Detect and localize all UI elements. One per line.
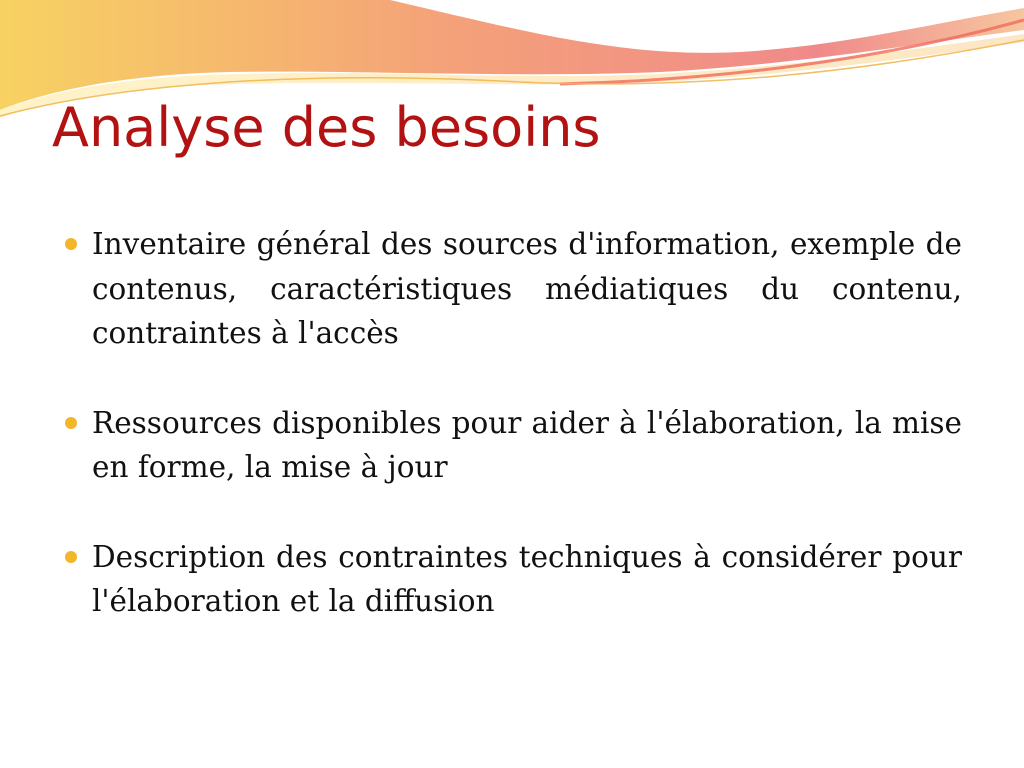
bullet-list (92, 222, 962, 669)
circle-bullet-icon (65, 551, 77, 563)
circle-bullet-icon (65, 417, 77, 429)
slide-title: Analyse des besoins (52, 96, 601, 159)
circle-bullet-icon (65, 238, 77, 250)
bullet-text: Description des contraintes techniques à considérer pour l'élaboration et la diffusion (92, 539, 962, 618)
bullet-text: Inventaire général des sources d'information, exemple de contenus, caractéristiques médiatiques du contenu, contraintes à l'accès (92, 227, 962, 350)
bullet-item (92, 222, 962, 356)
bullet-text: Ressources disponibles pour aider à l'élaboration, la mise en forme, la mise à jour (92, 405, 962, 484)
bullet-item (92, 535, 962, 624)
bullet-item (92, 401, 962, 490)
